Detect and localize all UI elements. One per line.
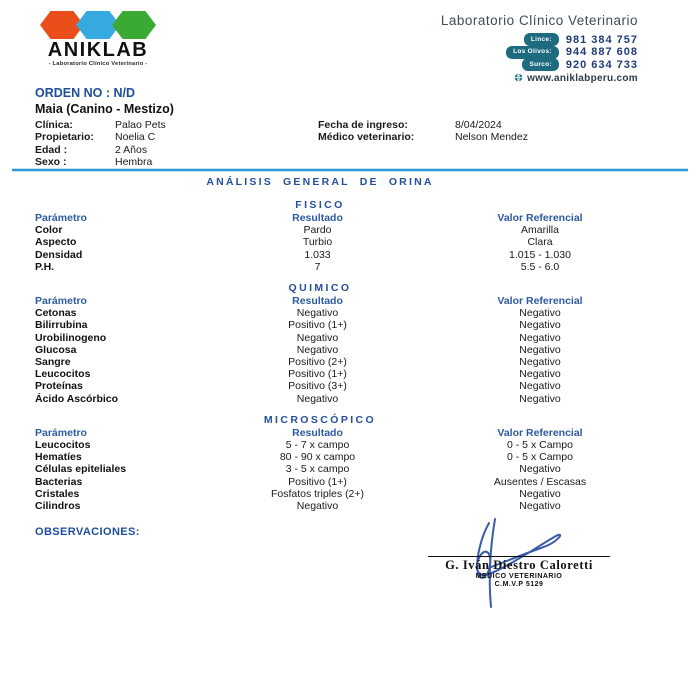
reference-cell: Negativo: [519, 463, 561, 476]
reference-cell: 0 - 5 x Campo: [507, 439, 573, 452]
phone-area-badge: Lince:: [524, 33, 559, 46]
header-divider: [12, 168, 688, 172]
section-title: QUIMICO: [288, 282, 352, 295]
result-cell: 1.033: [304, 248, 331, 261]
param-name-cell: Color: [35, 224, 63, 237]
param-name-cell: Proteínas: [35, 380, 83, 393]
phone-row: [441, 33, 638, 46]
order-field-value: Noelia C: [115, 131, 156, 144]
param-name-cell: Densidad: [35, 248, 83, 261]
section-title: FISICO: [295, 199, 345, 211]
website-link[interactable]: www.aniklabperu.com: [527, 73, 638, 84]
reference-cell: Negativo: [519, 392, 561, 405]
order-field-row: [35, 156, 665, 168]
lab-title: Laboratorio Clínico Veterinario: [440, 13, 638, 28]
section-table: [35, 212, 670, 273]
report-section: [35, 199, 670, 273]
reference-cell: 1.015 - 1.030: [509, 248, 571, 261]
param-name-cell: Leucocitos: [35, 368, 91, 381]
order-field-label: Médico veterinario:: [318, 131, 415, 144]
param-name-cell: Leucocitos: [35, 439, 91, 452]
column-header: Valor Referencial: [497, 212, 583, 224]
patient-name: Maia (Canino - Mestizo): [35, 102, 174, 116]
veterinarian-title: MEDICO VETERINARIO: [475, 573, 563, 580]
param-name-cell: Células epiteliales: [35, 463, 127, 476]
section-table: [35, 295, 670, 405]
order-field-value: Hembra: [115, 156, 153, 169]
reference-cell: Negativo: [519, 331, 561, 344]
report-title: ANÁLISIS GENERAL DE ORINA: [206, 176, 434, 188]
column-header: Valor Referencial: [497, 295, 583, 308]
result-cell: Negativo: [296, 331, 339, 344]
column-header: Parámetro: [35, 426, 87, 439]
report-section: [35, 282, 670, 405]
param-name-cell: Cetonas: [35, 307, 77, 320]
logo-tagline: - Laboratorio Clínico Veterinario -: [48, 61, 148, 67]
column-header: Parámetro: [35, 212, 87, 224]
reference-cell: Ausentes / Escasas: [493, 475, 587, 488]
param-name-cell: Cilindros: [35, 500, 81, 513]
phone-number: 981 384 757: [565, 33, 638, 46]
reference-cell: 5.5 - 6.0: [520, 260, 560, 273]
order-field-value: 8/04/2024: [455, 119, 502, 131]
signature-block: [428, 556, 610, 589]
order-field-value: Nelson Mendez: [455, 131, 528, 144]
result-cell: 7: [314, 260, 321, 273]
reference-cell: Clara: [527, 236, 553, 249]
result-cell: Positivo (1+): [288, 475, 347, 488]
order-field-label: Edad :: [35, 143, 68, 156]
result-cell: Fosfatos triples (2+): [270, 487, 365, 500]
order-field-label: Clínica:: [35, 119, 73, 131]
column-header: Parámetro: [35, 295, 87, 308]
order-header: [35, 86, 665, 169]
contact-block: [441, 13, 638, 85]
order-field-row: [318, 119, 528, 131]
phone-row: [441, 46, 638, 56]
report-section: [35, 414, 670, 512]
order-fields: [35, 119, 665, 169]
column-header: Valor Referencial: [497, 426, 583, 439]
hexagon-green-icon: [112, 11, 156, 39]
result-cell: Turbio: [302, 236, 333, 249]
param-name-cell: Cristales: [35, 487, 80, 500]
order-field-label: Sexo :: [35, 156, 67, 169]
phone-number: 920 634 733: [565, 58, 638, 71]
result-cell: Positivo (1+): [288, 368, 347, 381]
phone-area-badge: Surco:: [522, 58, 558, 71]
param-name-cell: Hematíes: [35, 451, 82, 464]
column-header: Resultado: [292, 295, 343, 308]
result-cell: 3 - 5 x campo: [285, 463, 350, 476]
order-field-row: [35, 144, 665, 156]
param-name-cell: Sangre: [35, 356, 71, 369]
result-cell: Positivo (2+): [288, 356, 347, 369]
reference-cell: Negativo: [519, 487, 561, 500]
result-cell: Negativo: [296, 500, 339, 513]
param-name-cell: Bilirrubina: [35, 319, 88, 332]
result-cell: Negativo: [296, 307, 339, 320]
logo-hexagons: [38, 11, 158, 39]
phone-area-badge: Los Olivos:: [506, 46, 559, 59]
report-body: [35, 176, 670, 538]
signature-line: [428, 556, 610, 557]
param-name-cell: Glucosa: [35, 343, 77, 356]
order-field-row: [318, 131, 528, 143]
reference-cell: Negativo: [519, 356, 561, 369]
phone-list: [441, 33, 638, 71]
reference-cell: Amarilla: [521, 224, 559, 237]
report-sections: [35, 199, 670, 512]
order-field-value: Palao Pets: [115, 119, 166, 131]
reference-cell: Negativo: [519, 368, 561, 381]
param-name-cell: Aspecto: [35, 236, 77, 249]
param-name-cell: Bacterias: [35, 475, 83, 488]
reference-cell: Negativo: [519, 307, 561, 320]
veterinarian-license: C.M.V.P 5129: [494, 581, 544, 588]
reference-cell: Negativo: [519, 500, 561, 513]
logo-wordmark: ANIKLAB: [47, 39, 149, 61]
result-cell: Negativo: [296, 392, 339, 405]
result-cell: Pardo: [303, 224, 332, 237]
section-title: MICROSCÓPICO: [263, 413, 377, 426]
order-number: ORDEN NO : N/D: [35, 86, 135, 100]
globe-icon: [514, 73, 523, 85]
veterinarian-name: G. Iván Diestro Caloretti: [445, 558, 593, 572]
result-cell: Positivo (3+): [288, 380, 347, 393]
param-name-cell: Ácido Ascórbico: [35, 392, 119, 405]
result-cell: Positivo (1+): [288, 319, 347, 332]
reference-cell: Negativo: [519, 380, 561, 393]
aniklab-logo: [38, 11, 158, 67]
param-name-cell: Urobilinogeno: [35, 331, 107, 344]
result-cell: 80 - 90 x campo: [279, 451, 356, 464]
order-field-label: Fecha de ingreso:: [318, 119, 408, 131]
result-cell: Negativo: [296, 343, 339, 356]
result-cell: 5 - 7 x campo: [285, 439, 350, 452]
section-table: [35, 427, 670, 512]
param-name-cell: P.H.: [35, 260, 55, 273]
phone-row: [441, 58, 638, 71]
order-fields-right: [318, 119, 528, 144]
website-row: [441, 73, 638, 85]
order-field-label: Propietario:: [35, 131, 94, 144]
reference-cell: 0 - 5 x Campo: [507, 451, 573, 464]
order-field-value: 2 Años: [115, 143, 148, 156]
reference-cell: Negativo: [519, 319, 561, 332]
reference-cell: Negativo: [519, 343, 561, 356]
observations-label: OBSERVACIONES:: [35, 526, 140, 539]
phone-number: 944 887 608: [565, 46, 638, 58]
column-header: Resultado: [292, 426, 343, 439]
column-header: Resultado: [292, 212, 343, 224]
